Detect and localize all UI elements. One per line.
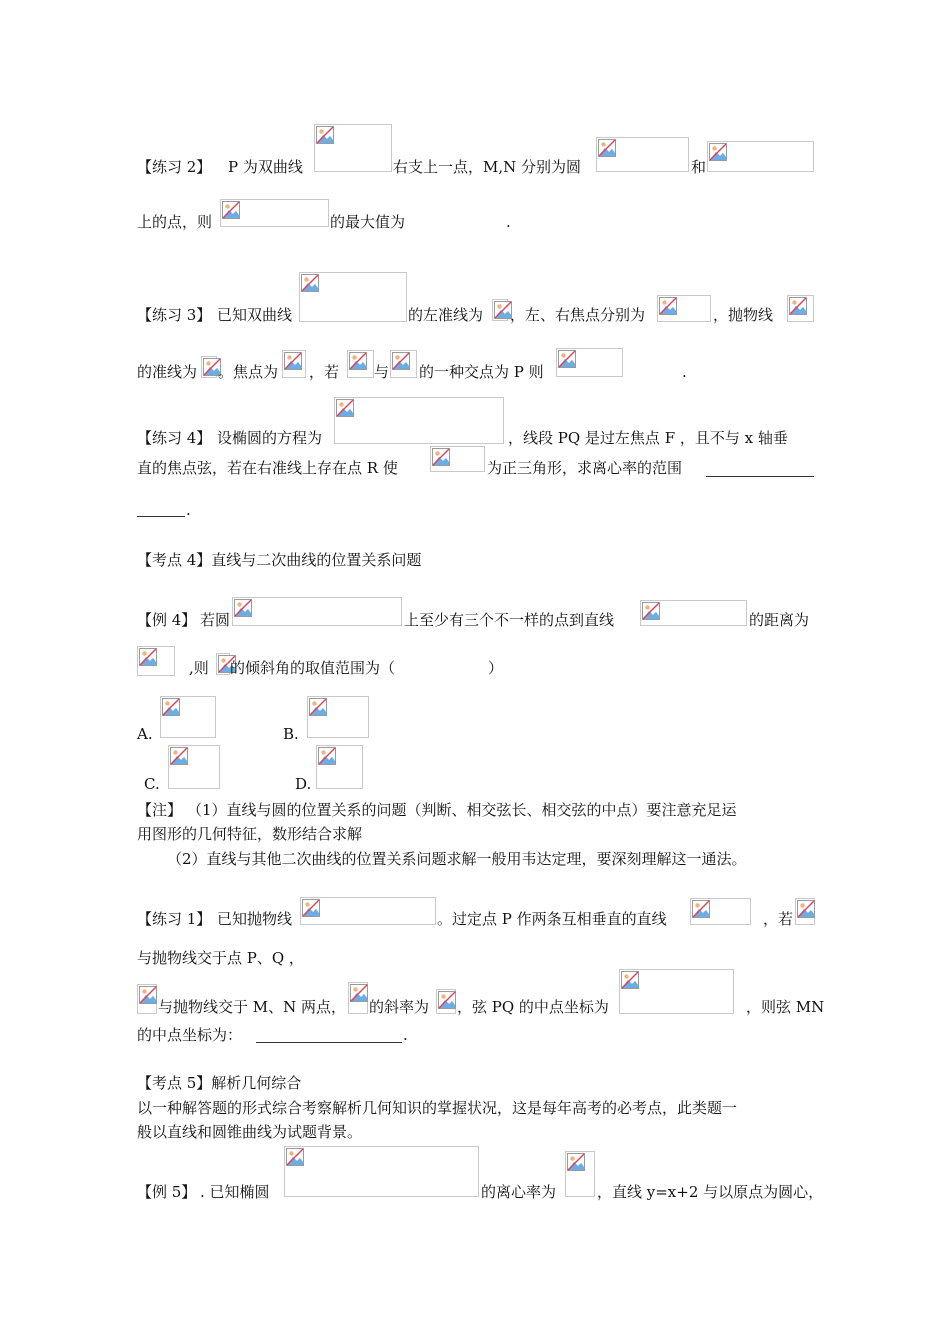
example5-text-1: . 已知椭圆 [200,1183,270,1201]
formula-image [300,897,436,925]
ex1-label: 【练习 1】 [137,910,212,928]
section-heading: 【考点 5】解析几何综合 [137,1074,302,1092]
option-label: A. [137,725,153,743]
example5-text-3: ，直线 y=x+2 与以原点为圆心， [597,1183,824,1201]
ex1-text-8: ，则弦 MN [746,998,825,1016]
ex2-text-4: 上的点，则 [137,213,213,231]
section-heading: 【考点 4】直线与二次曲线的位置关系问题 [137,551,422,569]
formula-image [137,646,175,676]
ex2-text-1: P 为双曲线 [228,158,303,176]
ex3-text-2: 的左准线为 [408,306,484,324]
broken-image-icon [598,139,616,157]
ex3-text-5: 的准线为 [137,363,198,381]
broken-image-icon [318,747,336,765]
formula-image [201,356,217,378]
broken-image-icon [222,201,240,219]
ex4-text-1: 设椭圆的方程为 [217,429,323,447]
formula-image [348,982,368,1014]
note-line: （2）直线与其他二次曲线的位置关系问题求解一般用韦达定理，要深刻理解这一通法。 [167,850,747,868]
formula-image [307,696,369,738]
ex3-text-8: 与 [374,363,390,381]
ex2-label: 【练习 2】 [137,158,212,176]
ex1-text-5: 与抛物线交于 M、N 两点， [158,998,347,1016]
broken-image-icon [316,126,334,144]
ex2-text-5: 的最大值为 [330,213,406,231]
formula-image [216,653,230,675]
broken-image-icon [234,599,252,617]
ex4-text-4: 为正三角形，求离心率的范围 [487,459,683,477]
broken-image-icon [162,698,180,716]
broken-image-icon [139,986,157,1004]
broken-image-icon [558,350,576,368]
broken-image-icon [392,352,410,370]
ex1-text-4: 与抛物线交于点 P、Q ， [137,949,304,967]
ex2-text-3: 和 [691,158,707,176]
broken-image-icon [797,900,815,918]
example4-text-6: ） [488,659,504,677]
ex2-period: . [506,213,511,231]
broken-image-icon [302,899,320,917]
formula-image [657,295,711,322]
broken-image-icon [642,602,660,620]
ex1-period: . [403,1026,408,1044]
option-label: C. [144,775,160,793]
formula-image [284,1146,479,1197]
ex1-text-3: ，若 [763,910,794,928]
formula-image [334,397,504,444]
ex4-label: 【练习 4】 [137,429,212,447]
formula-image [299,272,407,322]
ex2-text-2: 右支上一点，M,N 分别为圆 [393,158,582,176]
example4-text-3: 的距离为 [749,611,810,629]
broken-image-icon [336,399,354,417]
formula-image [282,350,306,378]
kp5-line: 般以直线和圆锥曲线为试题背景。 [137,1123,363,1141]
broken-image-icon [432,448,450,466]
formula-image [640,600,747,626]
ex3-period: . [682,363,687,381]
note-label: 【注】 [137,801,183,819]
ex4-text-2: ，线段 PQ 是过左焦点 F ，且不与 x 轴垂 [508,429,788,447]
example4-text-2: 上至少有三个不一样的点到直线 [404,611,615,629]
ex1-text-9: 的中点坐标为： [137,1026,243,1044]
ex1-text-2: 。过定点 P 作两条互相垂直的直线 [437,910,667,928]
ex3-text-6: 。焦点为 [218,363,279,381]
formula-image [137,984,157,1014]
formula-image [430,446,485,472]
formula-image [220,199,329,227]
broken-image-icon [139,648,157,666]
example4-text-1: 若圆 [200,611,231,629]
formula-image [690,898,751,925]
formula-image [314,124,392,172]
broken-image-icon [692,900,710,918]
answer-blank [137,516,185,517]
formula-image [436,989,456,1014]
formula-image [556,348,623,377]
example4-label: 【例 4】 [137,611,197,629]
note-line: 用图形的几何特征，数形结合求解 [137,825,363,843]
ex4-period: . [186,501,191,519]
broken-image-icon [286,1148,304,1166]
ex1-text-7: ，弦 PQ 的中点坐标为 [457,998,609,1016]
formula-image [707,141,814,172]
broken-image-icon [170,747,188,765]
formula-image [168,745,220,789]
formula-image [160,696,216,738]
ex1-text-1: 已知抛物线 [217,910,293,928]
broken-image-icon [438,991,456,1009]
broken-image-icon [709,143,727,161]
formula-image [619,969,734,1014]
broken-image-icon [659,297,677,315]
kp5-line: 以一种解答题的形式综合考察解析几何知识的掌握状况，这是每年高考的必考点，此类题一 [137,1099,738,1117]
broken-image-icon [349,352,367,370]
formula-image [492,299,508,321]
note-line: （1）直线与圆的位置关系的问题（判断、相交弦长、相交弦的中点）要注意充足运 [187,801,737,819]
ex1-text-6: 的斜率为 [369,998,430,1016]
ex4-text-3: 直的焦点弦，若在右准线上存在点 R 使 [137,459,398,477]
formula-image [316,745,363,789]
broken-image-icon [350,984,368,1002]
formula-image [596,137,689,172]
answer-blank [706,476,814,477]
formula-image [787,295,814,322]
example5-label: 【例 5】 [137,1183,197,1201]
formula-image [795,898,815,925]
broken-image-icon [567,1153,585,1171]
answer-blank [256,1042,402,1043]
ex3-text-1: 已知双曲线 [217,306,293,324]
ex3-text-3: ，左、右焦点分别为 [510,306,646,324]
ex3-text-4: ，抛物线 [713,306,774,324]
broken-image-icon [789,297,807,315]
formula-image [232,597,402,626]
ex3-label: 【练习 3】 [137,306,212,324]
ex3-text-9: 的一种交点为 P 则 [419,363,544,381]
formula-image [347,350,374,378]
example4-text-5: 的倾斜角的取值范围为（ [230,659,396,677]
broken-image-icon [284,352,302,370]
formula-image [565,1151,595,1197]
broken-image-icon [301,274,319,292]
example5-text-2: 的离心率为 [481,1183,557,1201]
option-label: D. [295,775,312,793]
example4-text-4: ,则 [189,659,209,677]
ex3-text-7: ，若 [309,363,340,381]
formula-image [390,350,417,378]
option-label: B. [283,725,299,743]
broken-image-icon [309,698,327,716]
broken-image-icon [621,971,639,989]
